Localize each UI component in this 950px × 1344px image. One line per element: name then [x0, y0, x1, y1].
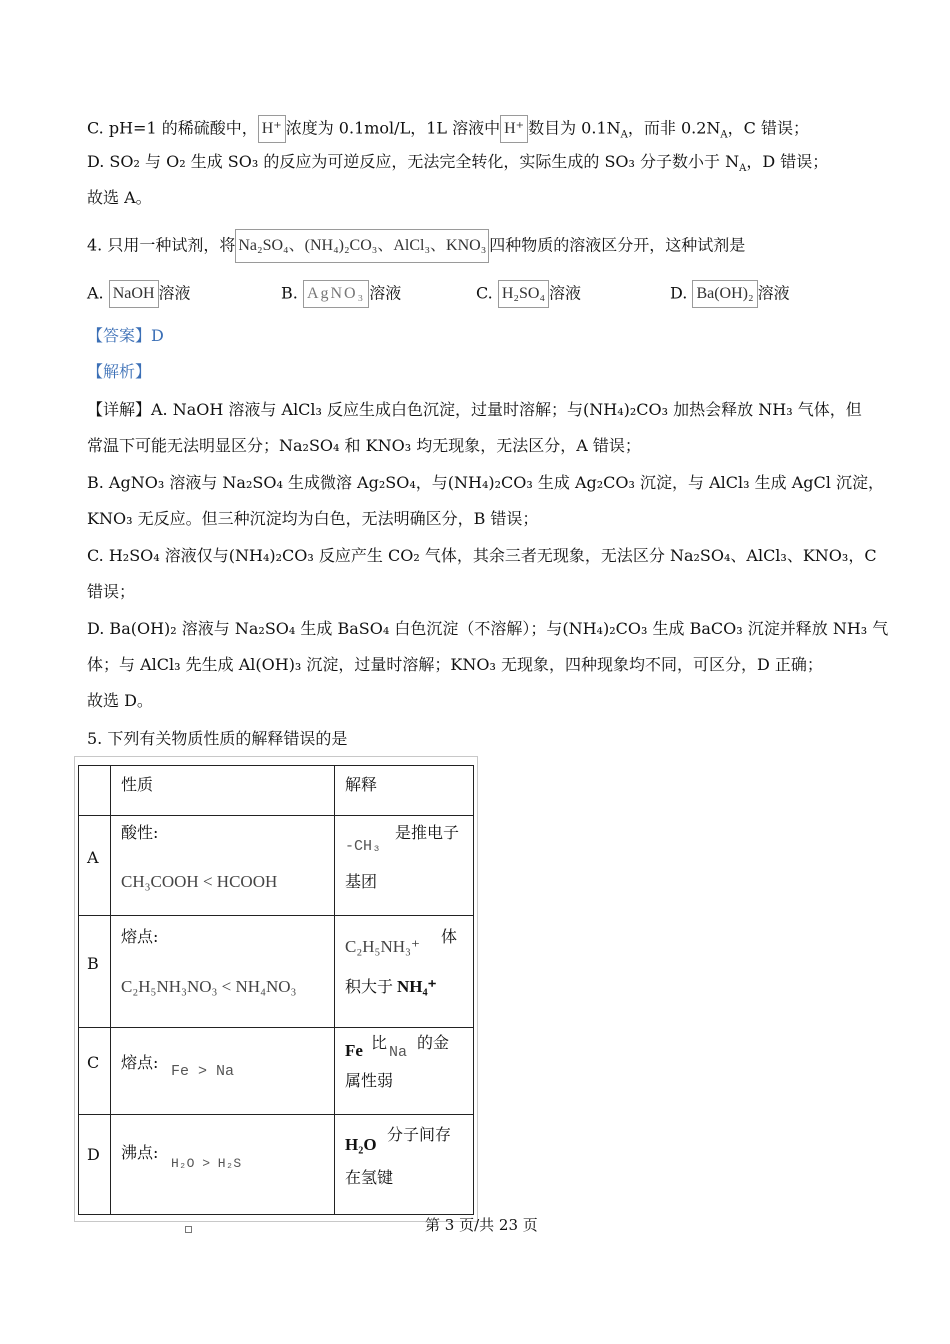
row-b-exp-formula2: NH₄⁺	[397, 977, 437, 996]
question-4-a: 4. 只用一种试剂，将	[87, 235, 236, 255]
explanation-line-6: 错误；	[87, 582, 136, 601]
table-row	[79, 916, 474, 1028]
line-part-c-e: ，C 错误；	[727, 118, 809, 138]
option-d-reagent: Ba(OH)₂	[692, 280, 757, 308]
row-c-exp-text3: 属性弱	[345, 1071, 394, 1090]
option-d-letter: D.	[670, 283, 688, 303]
option-c-reagent: H₂SO₄	[498, 280, 549, 308]
option-a[interactable]	[87, 280, 191, 308]
row-a-exp-text2: 基团	[345, 872, 378, 891]
row-c-exp-text1: 比	[371, 1033, 388, 1052]
option-c[interactable]	[476, 280, 581, 308]
line-part-d-end: ，D 错误；	[746, 152, 829, 171]
option-b-reagent: AgNO₃	[303, 280, 369, 308]
analysis-label: 【解析】	[87, 362, 152, 381]
answer-text: 【答案】D	[87, 326, 164, 345]
option-c-letter: C.	[476, 283, 493, 303]
question-4-b: 四种物质的溶液区分开，这种试剂是	[489, 235, 746, 255]
question-5: 5. 下列有关物质性质的解释错误的是	[87, 729, 348, 748]
row-a-exp-text1: 是推电子	[395, 823, 460, 842]
question-4	[87, 229, 745, 263]
row-c-exp-formula: Fe	[345, 1041, 363, 1060]
header-explanation: 解释	[345, 775, 378, 794]
option-a-reagent: NaOH	[109, 280, 159, 308]
row-a-prop-formula: CH₃COOH < HCOOH	[121, 872, 278, 891]
row-b-label: B	[87, 954, 99, 973]
row-c-exp-text2: 的金	[417, 1033, 450, 1052]
row-d-label: D	[87, 1145, 100, 1164]
option-b-letter: B.	[281, 283, 298, 303]
choose-d: 故选 D。	[87, 691, 153, 710]
h-plus-formula-2: H⁺	[500, 115, 528, 143]
option-d-suffix: 溶液	[757, 283, 790, 303]
explanation-line-3: B. AgNO₃ 溶液与 Na₂SO₄ 生成微溶 Ag₂SO₄，与(NH₄)₂CO₃ 生成 Ag₂CO₃ 沉淀，与 AlCl₃ 生成 AgCl 沉淀，	[87, 473, 884, 492]
row-d-prop-title: 沸点:	[121, 1143, 159, 1162]
anchor-marker	[185, 1226, 192, 1233]
table-row	[79, 1028, 474, 1115]
line-part-d-text: D. SO₂ 与 O₂ 生成 SO₃ 的反应为可逆反应，无法完全转化，实际生成的 SO₃ 分子数小于 N	[87, 152, 740, 171]
table-header-row	[79, 766, 474, 816]
row-d-exp-text2: 在氢键	[345, 1168, 394, 1187]
line-part-d	[87, 151, 828, 173]
choose-a: 故选 A。	[87, 188, 152, 207]
property-table	[78, 765, 474, 1215]
page-footer: 第 3 页/共 23 页	[425, 1216, 538, 1234]
q4-formula-box: Na₂SO₄、(NH₄)₂CO₃、AlCl₃、KNO₃	[235, 229, 489, 263]
row-a-label: A	[87, 848, 99, 867]
row-b-exp-text1: 体	[441, 927, 458, 946]
table-row	[79, 1115, 474, 1215]
table-row	[79, 816, 474, 916]
row-c-exp-formula2: Na	[389, 1044, 408, 1061]
explanation-line-7: D. Ba(OH)₂ 溶液与 Na₂SO₄ 生成 BaSO₄ 白色沉淀（不溶解）；与(NH₄)₂CO₃ 生成 BaCO₃ 沉淀并释放 NH₃ 气	[87, 619, 889, 638]
answer-label	[87, 325, 164, 347]
line-part-c-a: C. pH=1 的稀硫酸中，	[87, 118, 258, 138]
option-b[interactable]	[281, 280, 401, 308]
explanation-line-2: 常温下可能无法明显区分；Na₂SO₄ 和 KNO₃ 均无现象，无法区分，A 错误；	[87, 436, 641, 455]
explanation-line-8: 体；与 AlCl₃ 先生成 Al(OH)₃ 沉淀，过量时溶解；KNO₃ 无现象，四种现象均不同，可区分，D 正确；	[87, 655, 823, 674]
header-property: 性质	[121, 775, 154, 794]
option-a-suffix: 溶液	[158, 283, 191, 303]
row-a-exp-formula: -CH₃	[345, 838, 382, 855]
na-subscript: A	[620, 129, 628, 141]
row-c-label: C	[87, 1053, 100, 1072]
row-b-exp-text2: 积大于	[345, 977, 394, 996]
row-d-exp-formula: H₂O	[345, 1135, 377, 1154]
row-c-prop-title: 熔点:	[121, 1053, 159, 1072]
line-part-c-d: ，而非 0.2N	[627, 118, 721, 138]
explanation-line-5: C. H₂SO₄ 溶液仅与(NH₄)₂CO₃ 反应产生 CO₂ 气体，其余三者无现象，无法区分 Na₂SO₄、AlCl₃、KNO₃，C	[87, 546, 877, 565]
option-a-letter: A.	[87, 283, 104, 303]
line-part-c-c: 数目为 0.1N	[528, 118, 621, 138]
option-c-suffix: 溶液	[549, 283, 582, 303]
option-d[interactable]	[670, 280, 790, 308]
row-d-prop-formula: H₂O > H₂S	[171, 1156, 242, 1171]
line-part-c-b: 浓度为 0.1mol/L，1L 溶液中	[285, 118, 501, 138]
line-part-c	[87, 115, 809, 143]
na-subscript-2: A	[720, 129, 728, 141]
row-a-prop-title: 酸性:	[121, 823, 159, 842]
row-c-prop-formula: Fe > Na	[171, 1063, 235, 1080]
na-subscript-3: A	[739, 163, 747, 175]
explanation-line-1: 【详解】A. NaOH 溶液与 AlCl₃ 反应生成白色沉淀，过量时溶解；与(NH₄)₂CO₃ 加热会释放 NH₃ 气体，但	[87, 400, 862, 419]
row-b-prop-title: 熔点:	[121, 927, 159, 946]
explanation-line-4: KNO₃ 无反应。但三种沉淀均为白色，无法明确区分，B 错误；	[87, 509, 539, 528]
row-b-exp-formula: C₂H₅NH₃⁺	[345, 937, 420, 956]
row-d-exp-text1: 分子间存	[387, 1125, 452, 1144]
h-plus-formula: H⁺	[258, 115, 286, 143]
row-b-prop-formula: C₂H₅NH₃NO₃ < NH₄NO₃	[121, 977, 297, 996]
option-b-suffix: 溶液	[369, 283, 402, 303]
